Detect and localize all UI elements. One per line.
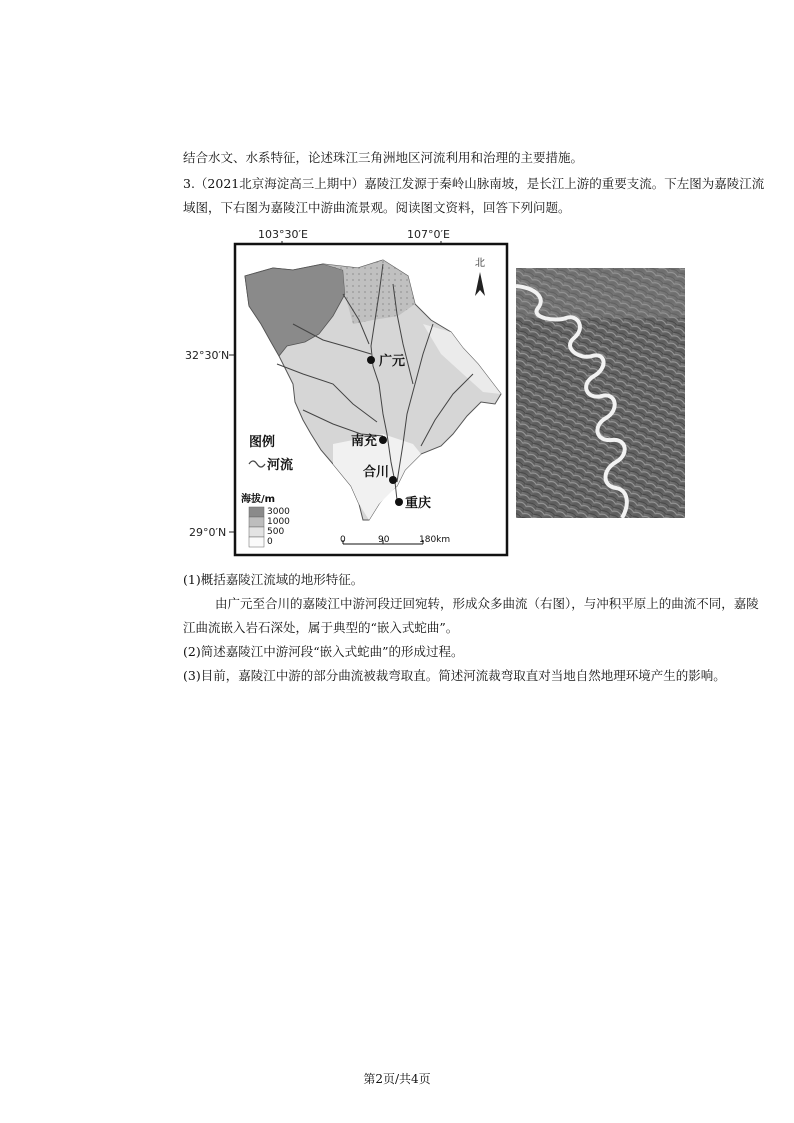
elevation-swatch-high [249,507,264,517]
meander-landscape-photo [516,268,685,518]
city-nanchong: 南充 [351,434,378,449]
city-dot-guangyuan [367,356,375,364]
city-dot-chongqing [395,498,403,506]
scale-180km: 180km [419,535,451,545]
sub-question-1: (1)概括嘉陵江流域的地形特征。 [183,572,364,587]
elevation-level-2: 1000 [267,517,290,527]
legend-river: 河流 [267,458,294,473]
elevation-title: 海拔/m [241,494,276,505]
sub-question-2: (2)简述嘉陵江中游河段“嵌入式蛇曲”的形成过程。 [183,644,464,659]
city-guangyuan: 广元 [379,354,406,369]
elevation-swatch-low [249,527,264,537]
elevation-level-4: 0 [267,537,273,547]
question-3-line-2: 域图，下右图为嘉陵江中游曲流景观。阅读图文资料，回答下列问题。 [183,200,571,215]
lon-right-label: 107°0′E [407,228,450,241]
lat-top-label: 32°30′N [185,349,230,362]
intro-text: 结合水文、水系特征，论述珠江三角洲地区河流利用和治理的主要措施。 [183,150,584,165]
city-chongqing: 重庆 [405,496,432,511]
scale-0: 0 [340,535,346,545]
description-line-1: 由广元至合川的嘉陵江中游河段迂回宛转，形成众多曲流（右图），与冲积平原上的曲流不同，嘉陵 [215,596,759,611]
city-dot-nanchong [379,436,387,444]
description-line-2: 江曲流嵌入岩石深处，属于典型的“嵌入式蛇曲”。 [183,620,459,635]
city-hechuan: 合川 [363,465,390,480]
elevation-swatch-mid [249,517,264,527]
legend-title: 图例 [249,435,276,450]
elevation-level-3: 500 [267,527,285,537]
elevation-level-1: 3000 [267,507,290,517]
north-label: 北 [475,258,485,269]
city-dot-hechuan [389,476,397,484]
lat-bottom-label: 29°0′N [189,526,227,539]
question-3-line-1: 3.（2021北京海淀高三上期中）嘉陵江发源于秦岭山脉南坡，是长江上游的重要支流。下左图为嘉陵江流 [183,176,765,191]
jialing-basin-map [183,224,523,558]
scale-90: 90 [378,535,390,545]
page-footer: 第2页/共4页 [363,1072,431,1086]
lon-left-label: 103°30′E [258,228,308,241]
sub-question-3: (3)目前，嘉陵江中游的部分曲流被裁弯取直。简述河流裁弯取直对当地自然地理环境产生的影响。 [183,668,726,683]
elevation-swatch-lowest [249,537,264,547]
